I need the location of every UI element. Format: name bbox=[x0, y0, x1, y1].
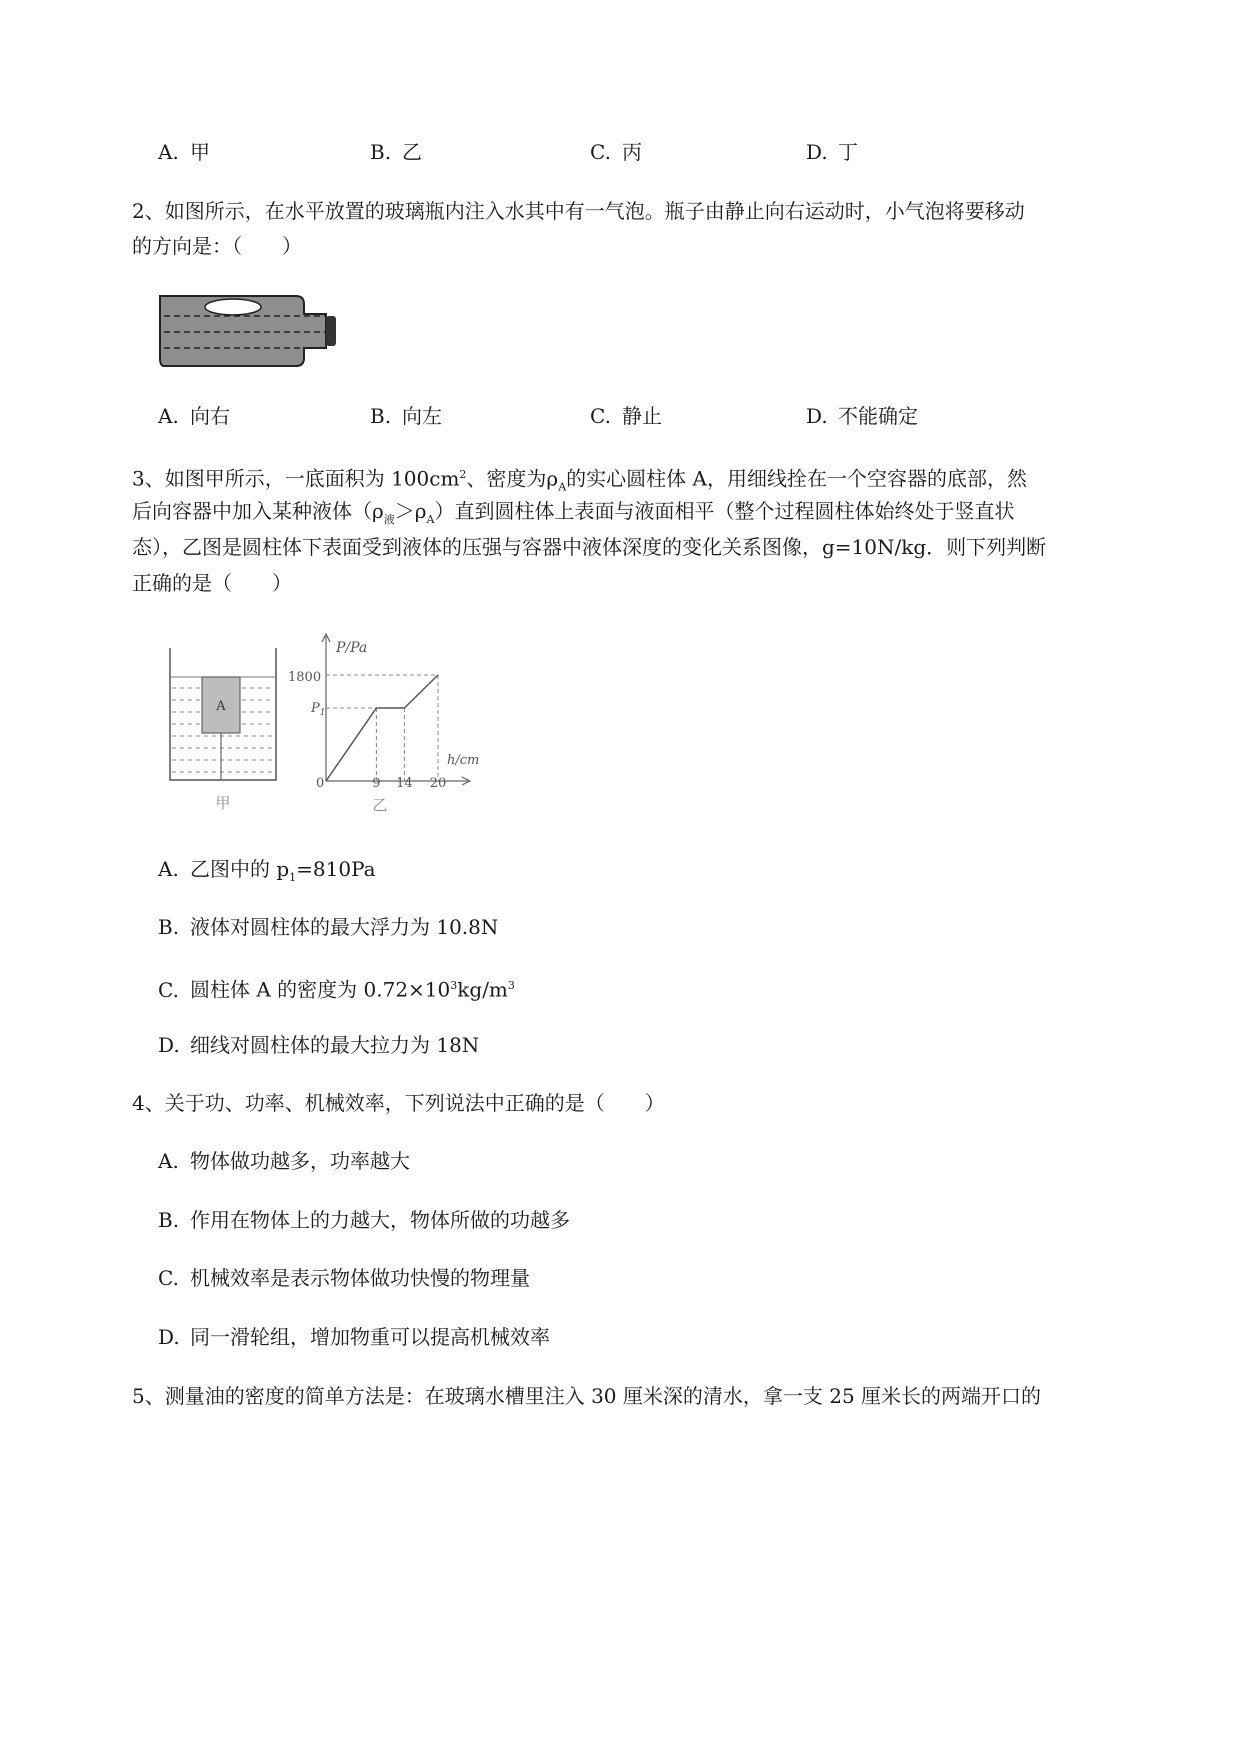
pressure-depth-line bbox=[326, 675, 438, 781]
q2-stem-line1: 2、如图所示，在水平放置的玻璃瓶内注入水其中有一气泡。瓶子由静止向右运动时，小气泡将要移动 bbox=[132, 199, 1025, 223]
x-tick-label: 14 bbox=[396, 776, 413, 791]
y-axis-label: P/Pa bbox=[336, 640, 368, 656]
q4-option-b[interactable]: B. 作用在物体上的力越大，物体所做的功越多 bbox=[158, 1208, 570, 1232]
cylinder-label: A bbox=[216, 699, 226, 714]
q2-stem-line2: 的方向是：（ ） bbox=[132, 234, 302, 258]
figure-jia-caption: 甲 bbox=[215, 794, 231, 812]
q4-stem: 4、关于功、功率、机械效率，下列说法中正确的是（ ） bbox=[132, 1091, 665, 1115]
y-tick-1800: 1800 bbox=[288, 670, 322, 685]
q3-option-c[interactable]: C. 圆柱体 A 的密度为 $0.72\times 10^3kg/m^3$ bbox=[158, 977, 515, 1002]
q1-option-c[interactable]: C. 丙 bbox=[590, 140, 642, 164]
q3-stem-line4: 正确的是（ ） bbox=[132, 571, 292, 595]
x-tick-label: 20 bbox=[429, 776, 447, 791]
q1-option-a[interactable]: A. 甲 bbox=[158, 140, 210, 164]
q2-option-b[interactable]: B. 向左 bbox=[370, 404, 442, 428]
q3-option-b[interactable]: B. 液体对圆柱体的最大浮力为 10.8N bbox=[158, 915, 499, 939]
q3-stem-line1: 3、如图甲所示，一底面积为 $100cm^2$、密度为$\rho_A$的实心圆柱体 A，用细线拴在一个空容器的底部，然 bbox=[132, 466, 1027, 494]
q2-option-a[interactable]: A. 向右 bbox=[158, 404, 230, 428]
q4-option-a[interactable]: A. 物体做功越多，功率越大 bbox=[158, 1149, 410, 1173]
figure-yi-chart bbox=[280, 628, 490, 818]
x-tick-label: 9 bbox=[372, 776, 381, 791]
bottle-cap bbox=[326, 316, 336, 346]
figure-yi-caption: 乙 bbox=[372, 796, 388, 814]
q1-option-b[interactable]: B. 乙 bbox=[370, 140, 422, 164]
q3-stem-line2: 后向容器中加入某种液体$(\rho_液>\rho_A)$直到圆柱体上表面与液面相平（整个过程圆柱体始终处于竖直状 bbox=[132, 499, 1015, 526]
figure-jia-container bbox=[160, 640, 290, 820]
origin-label: 0 bbox=[316, 776, 325, 791]
q3-stem-line3: 态），乙图是圆柱体下表面受到液体的压强与容器中液体深度的变化关系图像，g=10N/kg．则下列判断 bbox=[132, 535, 1047, 559]
x-axis-label: h/cm bbox=[447, 753, 480, 768]
q2-option-c[interactable]: C. 静止 bbox=[590, 404, 662, 428]
air-bubble bbox=[205, 299, 261, 315]
y-tick-p1: $P_1$ bbox=[311, 701, 326, 718]
bottle-figure bbox=[150, 290, 350, 372]
q1-option-d[interactable]: D. 丁 bbox=[806, 140, 858, 164]
q3-option-d[interactable]: D. 细线对圆柱体的最大拉力为 18N bbox=[158, 1033, 480, 1057]
q2-option-d[interactable]: D. 不能确定 bbox=[806, 404, 918, 428]
q3-option-a[interactable]: A. 乙图中的 $p_1=810Pa$ bbox=[158, 857, 376, 884]
q5-stem-line1: 5、测量油的密度的简单方法是：在玻璃水槽里注入 30 厘米深的清水，拿一支 25 厘米长的两端开口的 bbox=[132, 1384, 1042, 1408]
q4-option-c[interactable]: C. 机械效率是表示物体做功快慢的物理量 bbox=[158, 1266, 530, 1290]
q4-option-d[interactable]: D. 同一滑轮组，增加物重可以提高机械效率 bbox=[158, 1325, 550, 1349]
